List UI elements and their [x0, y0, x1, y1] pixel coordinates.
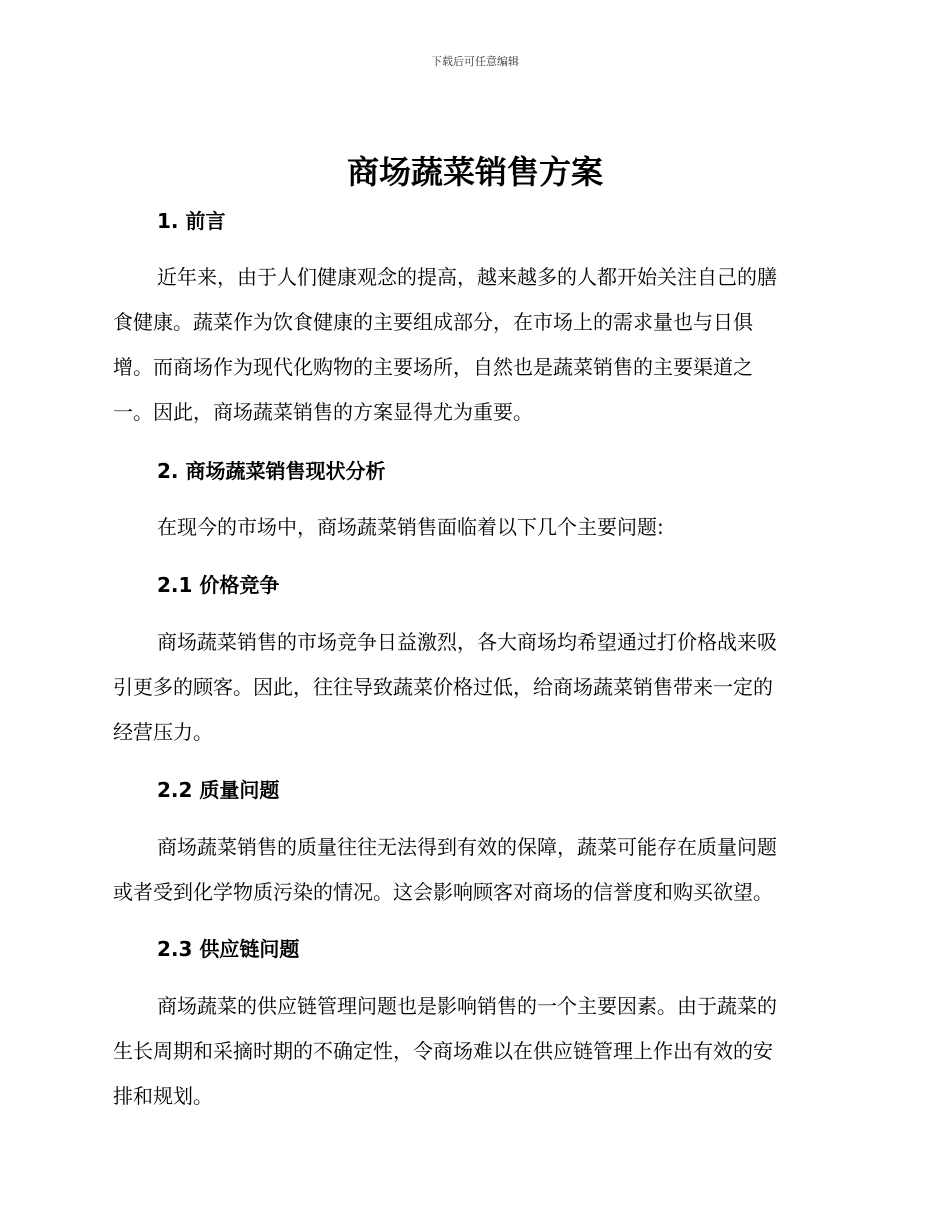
section-heading-status-analysis: 2. 商场蔬菜销售现状分析 — [157, 459, 386, 483]
document-title: 商场蔬菜销售方案 — [346, 153, 603, 191]
paragraph-line: 商场蔬菜销售的质量往往无法得到有效的保障，蔬菜可能存在质量问题 — [157, 835, 777, 859]
paragraph-line: 排和规划。 — [113, 1084, 213, 1108]
paragraph-line: 经营压力。 — [113, 720, 213, 744]
section-heading-quality-issues: 2.2 质量问题 — [157, 778, 280, 802]
paragraph-line: 引更多的顾客。因此，往往导致蔬菜价格过低，给商场蔬菜销售带来一定的 — [113, 675, 773, 699]
paragraph-line: 一。因此，商场蔬菜销售的方案显得尤为重要。 — [113, 400, 533, 424]
section-paragraph-status-analysis — [113, 505, 836, 550]
paragraph-line: 增。而商场作为现代化购物的主要场所，自然也是蔬菜销售的主要渠道之 — [113, 355, 753, 379]
section-paragraph-preface — [113, 255, 836, 435]
section-heading-supply-chain: 2.3 供应链问题 — [157, 937, 300, 961]
paragraph-line: 商场蔬菜的供应链管理问题也是影响销售的一个主要因素。由于蔬菜的 — [157, 994, 777, 1018]
paragraph-line: 生长周期和采摘时期的不确定性，令商场难以在供应链管理上作出有效的安 — [113, 1039, 773, 1063]
paragraph-line: 商场蔬菜销售的市场竞争日益激烈，各大商场均希望通过打价格战来吸 — [157, 630, 777, 654]
paragraph-line: 或者受到化学物质污染的情况。这会影响顾客对商场的信誉度和购买欲望。 — [113, 880, 773, 904]
section-paragraph-price-competition — [113, 620, 836, 755]
section-paragraph-quality-issues — [113, 825, 836, 915]
section-heading-price-competition: 2.1 价格竞争 — [157, 573, 280, 597]
header-note: 下载后可任意编辑 — [431, 55, 519, 68]
paragraph-line: 在现今的市场中，商场蔬菜销售面临着以下几个主要问题: — [157, 515, 664, 539]
paragraph-line: 食健康。蔬菜作为饮食健康的主要组成部分，在市场上的需求量也与日俱 — [113, 310, 753, 334]
section-paragraph-supply-chain — [113, 984, 836, 1119]
paragraph-line: 近年来，由于人们健康观念的提高，越来越多的人都开始关注自己的膳 — [157, 265, 777, 289]
section-heading-preface: 1. 前言 — [157, 209, 226, 233]
